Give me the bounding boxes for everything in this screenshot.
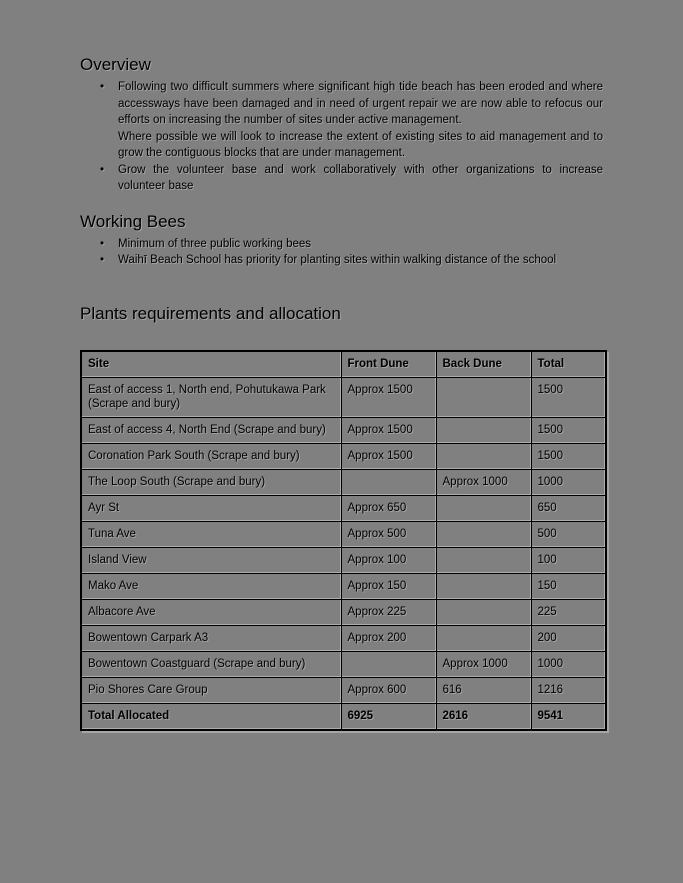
table-cell: Island View bbox=[81, 547, 341, 573]
table-body bbox=[81, 377, 606, 730]
table-cell: 200 bbox=[531, 625, 606, 651]
table-row bbox=[81, 547, 606, 573]
table-cell: 150 bbox=[531, 573, 606, 599]
bullet-item: • Grow the volunteer base and work collaboratively with other organizations to increase volunteer base bbox=[118, 162, 603, 195]
table-row bbox=[81, 469, 606, 495]
table-cell: 1000 bbox=[531, 469, 606, 495]
table-cell: East of access 1, North end, Pohutukawa Park (Scrape and bury) bbox=[81, 377, 341, 417]
column-header: Front Dune bbox=[341, 351, 436, 378]
table-cell bbox=[436, 521, 531, 547]
table-cell bbox=[436, 547, 531, 573]
table-cell: Approx 1000 bbox=[436, 651, 531, 677]
table-cell: Coronation Park South (Scrape and bury) bbox=[81, 443, 341, 469]
table-cell bbox=[436, 377, 531, 417]
table-cell: Approx 1500 bbox=[341, 443, 436, 469]
working-bees-bullet-list bbox=[80, 236, 603, 269]
table-cell: 650 bbox=[531, 495, 606, 521]
table-row bbox=[81, 599, 606, 625]
table-cell bbox=[436, 443, 531, 469]
table-cell: 500 bbox=[531, 521, 606, 547]
table-cell bbox=[341, 469, 436, 495]
table-cell: Approx 225 bbox=[341, 599, 436, 625]
table-cell: Albacore Ave bbox=[81, 599, 341, 625]
table-cell: 2616 bbox=[436, 703, 531, 730]
table-row bbox=[81, 573, 606, 599]
table-row bbox=[81, 417, 606, 443]
table-cell: Bowentown Coastguard (Scrape and bury) bbox=[81, 651, 341, 677]
table-cell: Approx 150 bbox=[341, 573, 436, 599]
table-cell: 1500 bbox=[531, 377, 606, 417]
column-header: Total bbox=[531, 351, 606, 378]
column-header: Site bbox=[81, 351, 341, 378]
table-cell: Mako Ave bbox=[81, 573, 341, 599]
working-bees-heading: Working Bees bbox=[80, 211, 186, 231]
table-row bbox=[81, 377, 606, 417]
table-row bbox=[81, 677, 606, 703]
overview-heading: Overview bbox=[80, 55, 151, 74]
table-cell: 6925 bbox=[341, 703, 436, 730]
table-cell: Approx 1500 bbox=[341, 377, 436, 417]
bullet-item: • Waihī Beach School has priority for planting sites within walking distance of the school bbox=[118, 252, 603, 269]
table-cell: 1000 bbox=[531, 651, 606, 677]
table-row bbox=[81, 625, 606, 651]
table-cell: Approx 200 bbox=[341, 625, 436, 651]
table-cell bbox=[341, 651, 436, 677]
total-row bbox=[81, 703, 606, 730]
table-cell: 100 bbox=[531, 547, 606, 573]
table-row bbox=[81, 443, 606, 469]
table-cell: Approx 650 bbox=[341, 495, 436, 521]
table-cell bbox=[436, 573, 531, 599]
table-cell: Pio Shores Care Group bbox=[81, 677, 341, 703]
table-cell: Approx 1500 bbox=[341, 417, 436, 443]
table-cell: Approx 100 bbox=[341, 547, 436, 573]
table-row bbox=[81, 495, 606, 521]
table-cell: Total Allocated bbox=[81, 703, 341, 730]
table-cell bbox=[436, 599, 531, 625]
bullet-item: • Minimum of three public working bees bbox=[118, 236, 603, 253]
table-cell: Approx 500 bbox=[341, 521, 436, 547]
table-cell bbox=[436, 625, 531, 651]
overview-bullet-list bbox=[80, 79, 603, 195]
table-cell: 616 bbox=[436, 677, 531, 703]
table-header-row bbox=[81, 351, 606, 378]
table-row bbox=[81, 651, 606, 677]
table-cell: Ayr St bbox=[81, 495, 341, 521]
table-row bbox=[81, 521, 606, 547]
table-cell bbox=[436, 417, 531, 443]
table-cell: Approx 1000 bbox=[436, 469, 531, 495]
table-cell: East of access 4, North End (Scrape and bury) bbox=[81, 417, 341, 443]
table-cell: 9541 bbox=[531, 703, 606, 730]
table-cell: Approx 600 bbox=[341, 677, 436, 703]
table-cell bbox=[436, 495, 531, 521]
table-cell: Tuna Ave bbox=[81, 521, 341, 547]
table-cell: 1500 bbox=[531, 417, 606, 443]
table-cell: 1500 bbox=[531, 443, 606, 469]
table-cell: 1216 bbox=[531, 677, 606, 703]
column-header: Back Dune bbox=[436, 351, 531, 378]
plants-heading: Plants requirements and allocation bbox=[80, 303, 341, 323]
table-cell: 225 bbox=[531, 599, 606, 625]
table-cell: Bowentown Carpark A3 bbox=[81, 625, 341, 651]
table-cell: The Loop South (Scrape and bury) bbox=[81, 469, 341, 495]
bullet-item: • Following two difficult summers where significant high tide beach has been eroded and where accessways have been damaged and in need of urgent repair we are now able to refocus our efforts on increasing the number of sites under active management. Where possible we will look to increase the extent of existing sites to aid management and to grow the contiguous blocks that are under management. bbox=[118, 79, 603, 162]
plants-allocation-table bbox=[80, 350, 607, 731]
